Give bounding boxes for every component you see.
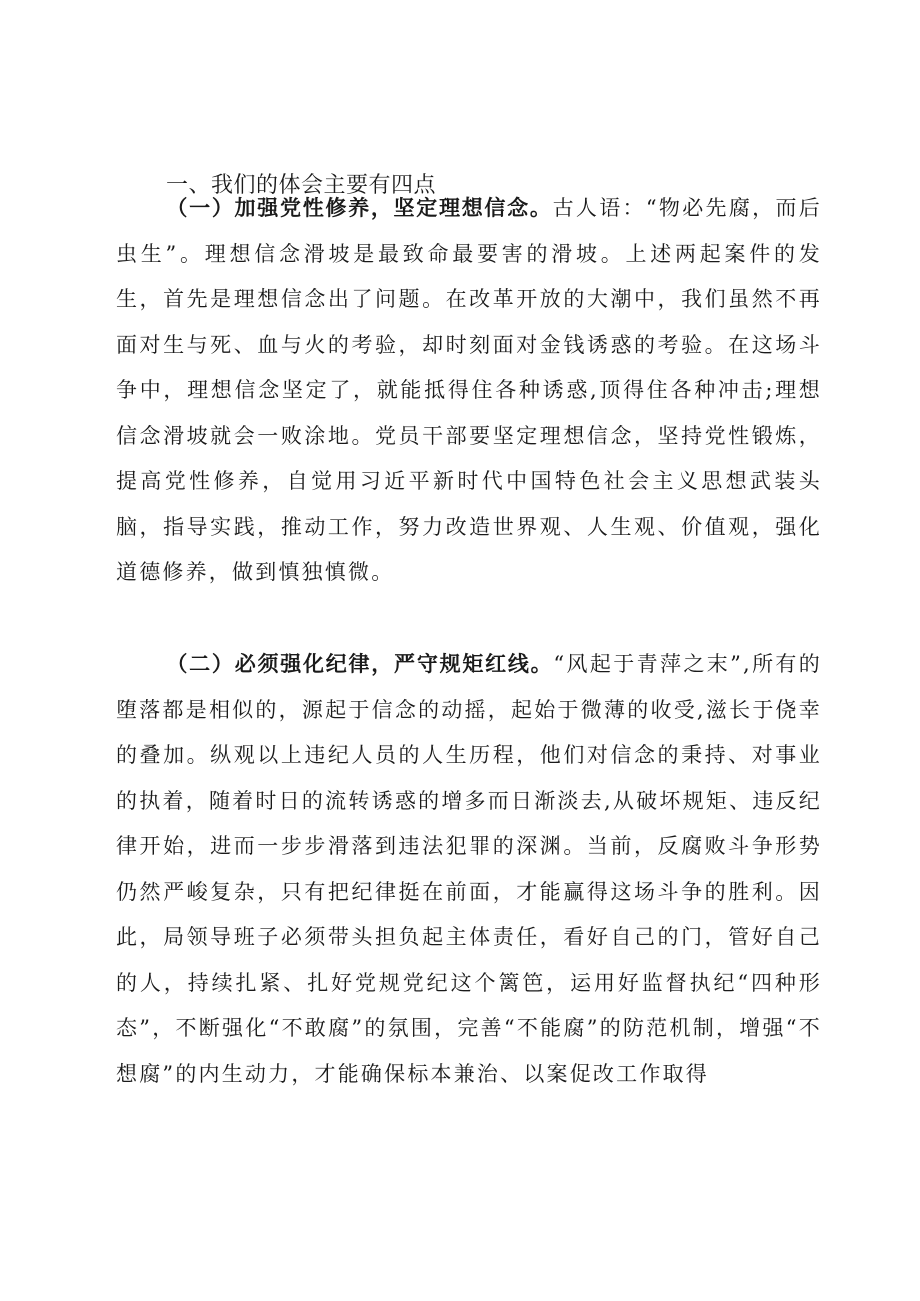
paragraph-2-lead: （二）必须强化纪律，严守规矩红线。 [166, 652, 554, 676]
paragraph-1-lead: （一）加强党性修养，坚定理想信念。 [166, 196, 553, 220]
paragraph-2 [116, 642, 822, 1097]
paragraph-1-body: 古人语：“物必先腐，而后虫生”。理想信念滑坡是最致命最要害的滑坡。上述两起案件的发生，首先是理想信念出了问题。在改革开放的大潮中，我们虽然不再面对生与死、血与火的考验，却时刻面对金钱诱惑的考验。在这场斗争中，理想信念坚定了，就能抵得住各种诱惑,顶得住各种冲击;理想信念滑坡就会一败涂地。党员干部要坚定理想信念，坚持党性锻炼，提高党性修养，自觉用习近平新时代中国特色社会主义思想武装头脑，指导实践，推动工作，努力改造世界观、人生观、价值观，强化道德修养，做到慎独慎微。 [116, 196, 822, 584]
section-heading: 一、我们的体会主要有四点 [166, 173, 437, 198]
paragraph-2-body: “风起于青萍之末”,所有的堕落都是相似的，源起于信念的动摇，起始于微薄的收受,滋长于侥幸的叠加。纵观以上违纪人员的人生历程，他们对信念的秉持、对事业的执着，随着时日的流转诱惑的增多而日渐淡去,从破坏规矩、违反纪律开始，进而一步步滑落到违法犯罪的深渊。当前，反腐败斗争形势仍然严峻复杂，只有把纪律挺在前面，才能赢得这场斗争的胜利。因此，局领导班子必须带头担负起主体责任，看好自己的门，管好自己的人，持续扎紧、扎好党规党纪这个篱笆，运用好监督执纪“四种形态”，不断强化“不敢腐”的氛围，完善“不能腐”的防范机制，增强“不想腐”的内生动力，才能确保标本兼治、以案促改工作取得 [116, 652, 822, 1086]
paragraph-1 [116, 186, 822, 596]
